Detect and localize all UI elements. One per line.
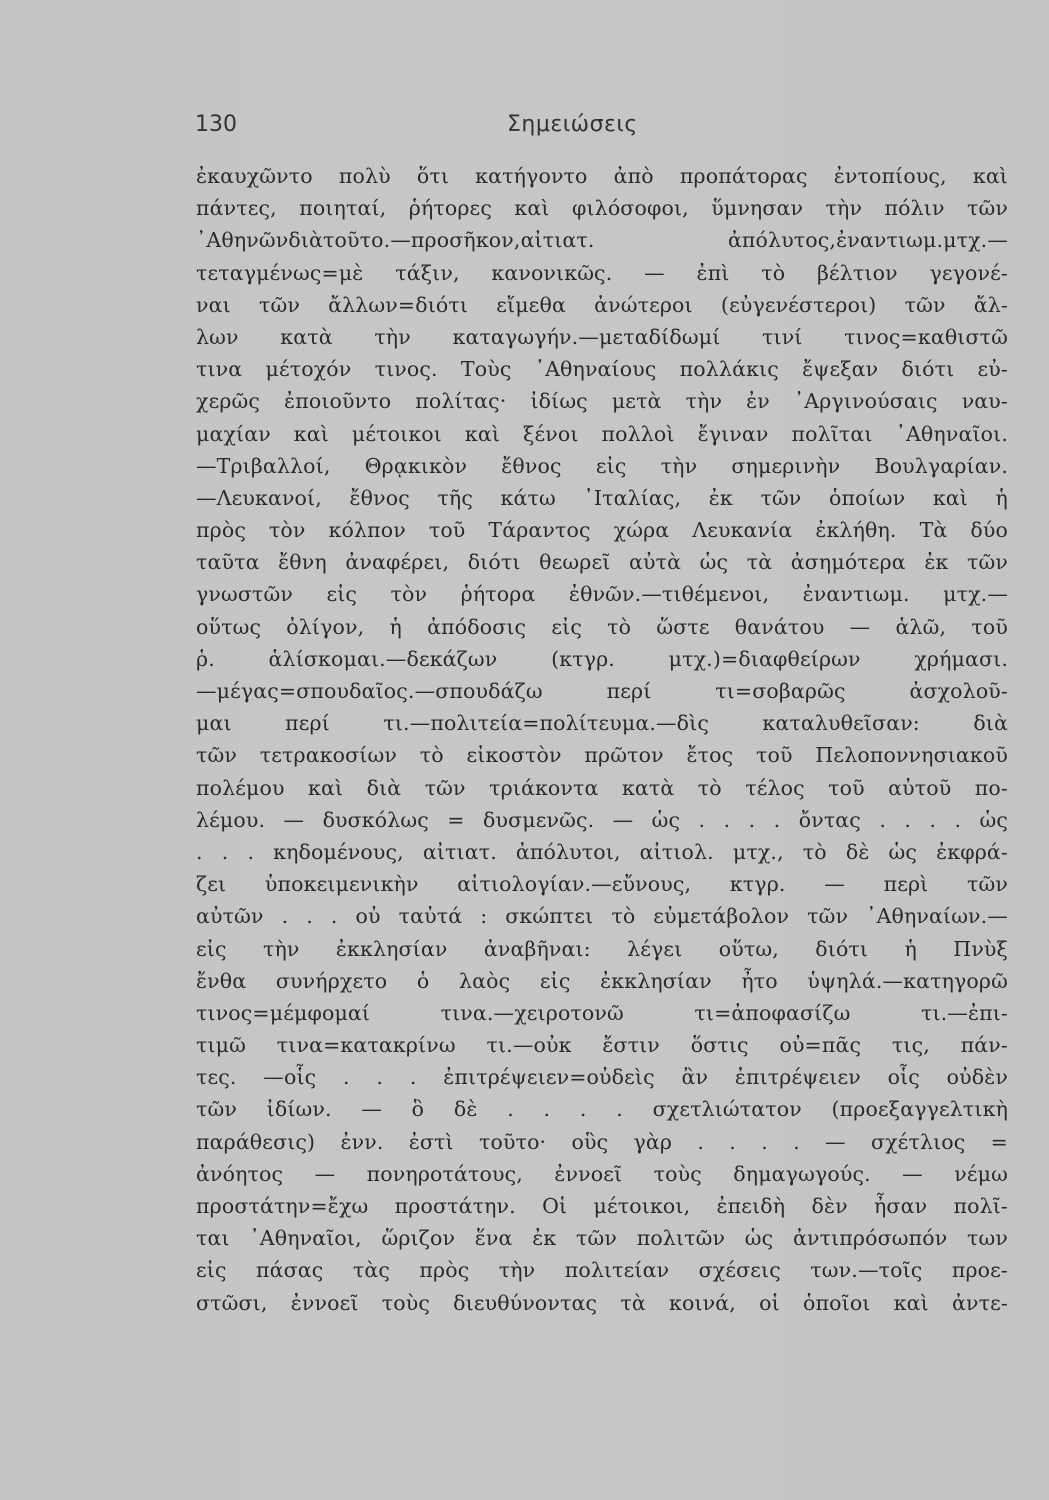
text-line: ζει ὑποκειμενικὴν αἰτιολογίαν.—εὔνους, κτγρ. — περὶ τῶν [196, 872, 1008, 897]
text-line: εἰς πάσας τὰς πρὸς τὴν πολιτείαν σχέσεις των.—τοῖς προε- [196, 1258, 1008, 1283]
text-line: λέμου. — δυσκόλως = δυσμενῶς. — ὡς . . . . ὄντας . . . . ὡς [196, 807, 1008, 832]
text-line: αὐτῶν . . . οὐ ταὐτά : σκώπτει τὸ εὐμετάβολον τῶν ᾿Αθηναίων.— [196, 904, 1008, 929]
text-line: ται ᾿Αθηναῖοι, ὥριζον ἕνα ἐκ τῶν πολιτῶν ὡς ἀντιπρόσωπόν των [196, 1226, 1008, 1251]
text-line: χερῶς ἐποιοῦντο πολίτας· ἰδίως μετὰ τὴν ἐν ᾿Αργινούσαις ναυ- [196, 389, 1008, 414]
page-number: 130 [195, 112, 237, 137]
text-line: τες. —οἷς . . . ἐπιτρέψειεν=οὐδεὶς ἂν ἐπιτρέψειεν οἷς οὐδὲν [196, 1065, 1008, 1090]
text-line: ναι τῶν ἄλλων=διότι εἴμεθα ἀνώτεροι (εὐγενέστεροι) τῶν ἄλ- [196, 292, 1008, 317]
text-line: —μέγας=σπουδαῖος.—σπουδάζω περί τι=σοβαρῶς ἀσχολοῦ- [196, 679, 1008, 703]
text-line: ἐκαυχῶντο πολὺ ὅτι κατήγοντο ἀπὸ προπάτορας ἐντοπίους, καὶ [196, 164, 1008, 188]
text-line: ταῦτα ἔθνη ἀναφέρει, διότι θεωρεῖ αὐτὰ ὡς τὰ ἀσημότερα ἐκ τῶν [196, 550, 1008, 575]
text-line: πρὸς τὸν κόλπον τοῦ Τάραντος χώρα Λευκανία ἐκλήθη. Τὰ δύο [196, 518, 1008, 543]
text-line: ἀνόητος — πονηροτάτους, ἐννοεῖ τοὺς δημαγωγούς. — νέμω [196, 1161, 1008, 1186]
text-line: τεταγμένως=μὲ τάξιν, κανονικῶς. — ἐπὶ τὸ βέλτιον γεγονέ- [196, 260, 1008, 285]
text-line: τῶν ἰδίων. — ὃ δὲ . . . . σχετλιώτατον (προεξαγγελτικὴ [196, 1097, 1008, 1122]
text-line: γνωστῶν εἰς τὸν ῥήτορα ἐθνῶν.—τιθέμενοι, ἐναντιωμ. μτχ.— [196, 582, 1008, 607]
text-line: ῥ. ἁλίσκομαι.—δεκάζων (κτγρ. μτχ.)=διαφθείρων χρήμασι. [196, 646, 1008, 671]
text-line: ᾿Αθηνῶνδιὰτοῦτο.—προσῆκον,αἰτιατ. ἀπόλυτος,ἐναντιωμ.μτχ.— [196, 228, 1008, 253]
text-line: λων κατὰ τὴν καταγωγήν.—μεταδίδωμί τινί τινος=καθιστῶ [196, 324, 1008, 349]
page-header [195, 112, 925, 142]
text-line: τιμῶ τινα=κατακρίνω τι.—οὐκ ἔστιν ὅστις οὐ=πᾶς τις, πάν- [196, 1033, 1008, 1058]
text-line: —Λευκανοί, ἔθνος τῆς κάτω ᾿Ιταλίας, ἐκ τῶν ὁποίων καὶ ἡ [196, 485, 1008, 510]
text-line: προστάτην=ἔχω προστάτην. Οἱ μέτοικοι, ἐπειδὴ δὲν ἦσαν πολῖ- [196, 1194, 1008, 1218]
text-line: εἰς τὴν ἐκκλησίαν ἀναβῆναι: λέγει οὕτω, διότι ἡ Πνὺξ [196, 936, 1008, 961]
notes-text [196, 160, 1008, 1319]
text-line: ἔνθα συνήρχετο ὁ λαὸς εἰς ἐκκλησίαν ἦτο ὑψηλά.—κατηγορῶ [196, 968, 1008, 993]
text-line: τινα μέτοχόν τινος. Τοὺς ᾿Αθηναίους πολλάκις ἔψεξαν διότι εὐ- [196, 357, 1008, 382]
text-line: μαχίαν καὶ μέτοικοι καὶ ξένοι πολλοὶ ἔγιναν πολῖται ᾿Αθηναῖοι. [196, 421, 1008, 446]
text-line: οὕτως ὀλίγον, ἡ ἀπόδοσις εἰς τὸ ὥστε θανάτου — ἁλῶ, τοῦ [196, 614, 1008, 639]
text-line: . . . κηδομένους, αἰτιατ. ἀπόλυτοι, αἰτιολ. μτχ., τὸ δὲ ὡς ἐκφρά- [196, 839, 1008, 864]
text-line: πάντες, ποιηταί, ῥήτορες καὶ φιλόσοφοι, ὕμνησαν τὴν πόλιν τῶν [196, 196, 1008, 221]
text-line: μαι περί τι.—πολιτεία=πολίτευμα.—δὶς καταλυθεῖσαν: διὰ [196, 711, 1008, 736]
text-line: —Τριβαλλοί, Θρᾳκικὸν ἔθνος εἰς τὴν σημερινὴν Βουλγαρίαν. [196, 453, 1008, 478]
text-line: πολέμου καὶ διὰ τῶν τριάκοντα κατὰ τὸ τέλος τοῦ αὐτοῦ πο- [196, 775, 1008, 800]
text-line: τῶν τετρακοσίων τὸ εἰκοστὸν πρῶτον ἔτος τοῦ Πελοποννησιακοῦ [196, 743, 1008, 768]
text-line: τινος=μέμφομαί τινα.—χειροτονῶ τι=ἀποφασίζω τι.—ἐπι- [196, 1000, 1008, 1025]
text-line: στῶσι, ἐννοεῖ τοὺς διευθύνοντας τὰ κοινά, οἱ ὁποῖοι καὶ ἀντε- [196, 1290, 1008, 1315]
running-head: Σημειώσεις [507, 112, 638, 137]
text-line: παράθεσις) ἐνν. ἐστὶ τοῦτο· οὓς γὰρ . . . . — σχέτλιος = [196, 1129, 1008, 1154]
